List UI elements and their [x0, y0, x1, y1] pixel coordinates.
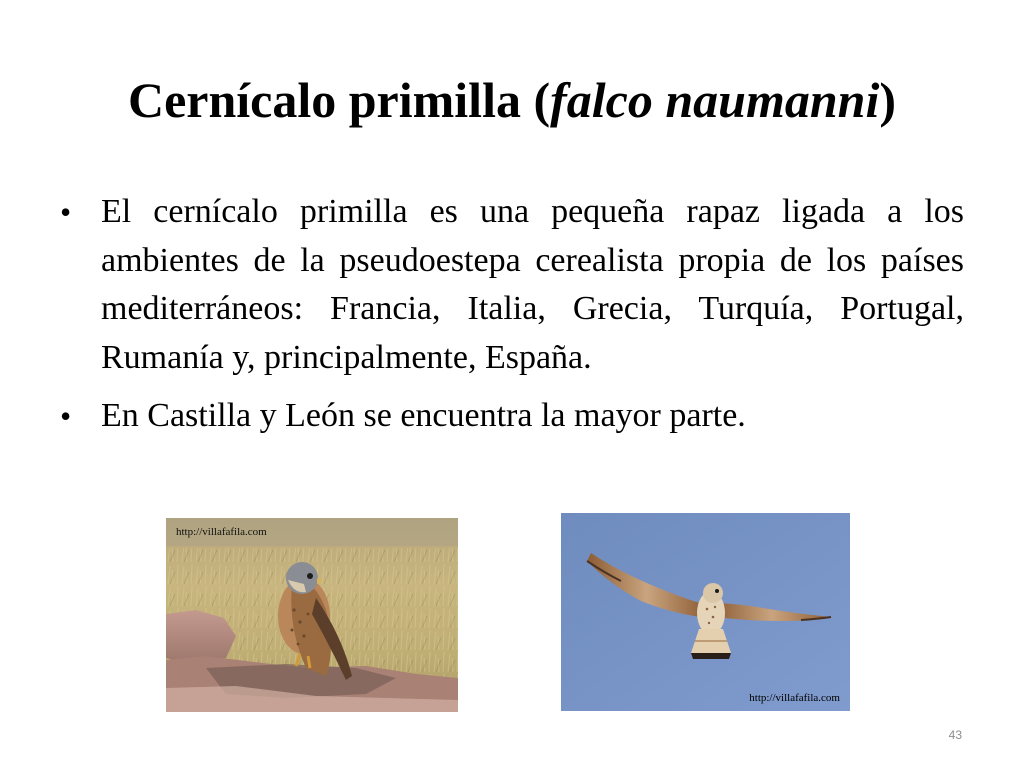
title-scientific-name: falco naumanni	[550, 72, 880, 128]
photo-kestrel-perched	[166, 518, 458, 712]
photo-credit: http://villafafila.com	[749, 692, 840, 704]
title-close: )	[879, 72, 897, 128]
bullet-marker: •	[60, 398, 72, 434]
bullet-item	[60, 392, 964, 441]
bullet-item	[60, 188, 964, 382]
bullet-list	[60, 188, 964, 451]
bullet-marker: •	[60, 194, 72, 230]
bullet-text: En Castilla y León se encuentra la mayor parte.	[101, 397, 746, 434]
page-number: 43	[948, 728, 962, 742]
slide-title	[0, 70, 1024, 130]
photo-kestrel-flight	[561, 513, 850, 711]
kestrel-perched-illustration	[166, 518, 458, 712]
title-main: Cernícalo primilla (	[127, 72, 551, 128]
photo-credit: http://villafafila.com	[176, 526, 267, 538]
kestrel-flight-illustration	[561, 513, 850, 711]
bullet-text: El cernícalo primilla es una pequeña rapaz ligada a los ambientes de la pseudoestepa cerealista propia de los países mediterráneos: Francia, Italia, Grecia, Turquía, Portugal, Rumanía y, principalmente, España.	[101, 193, 964, 376]
